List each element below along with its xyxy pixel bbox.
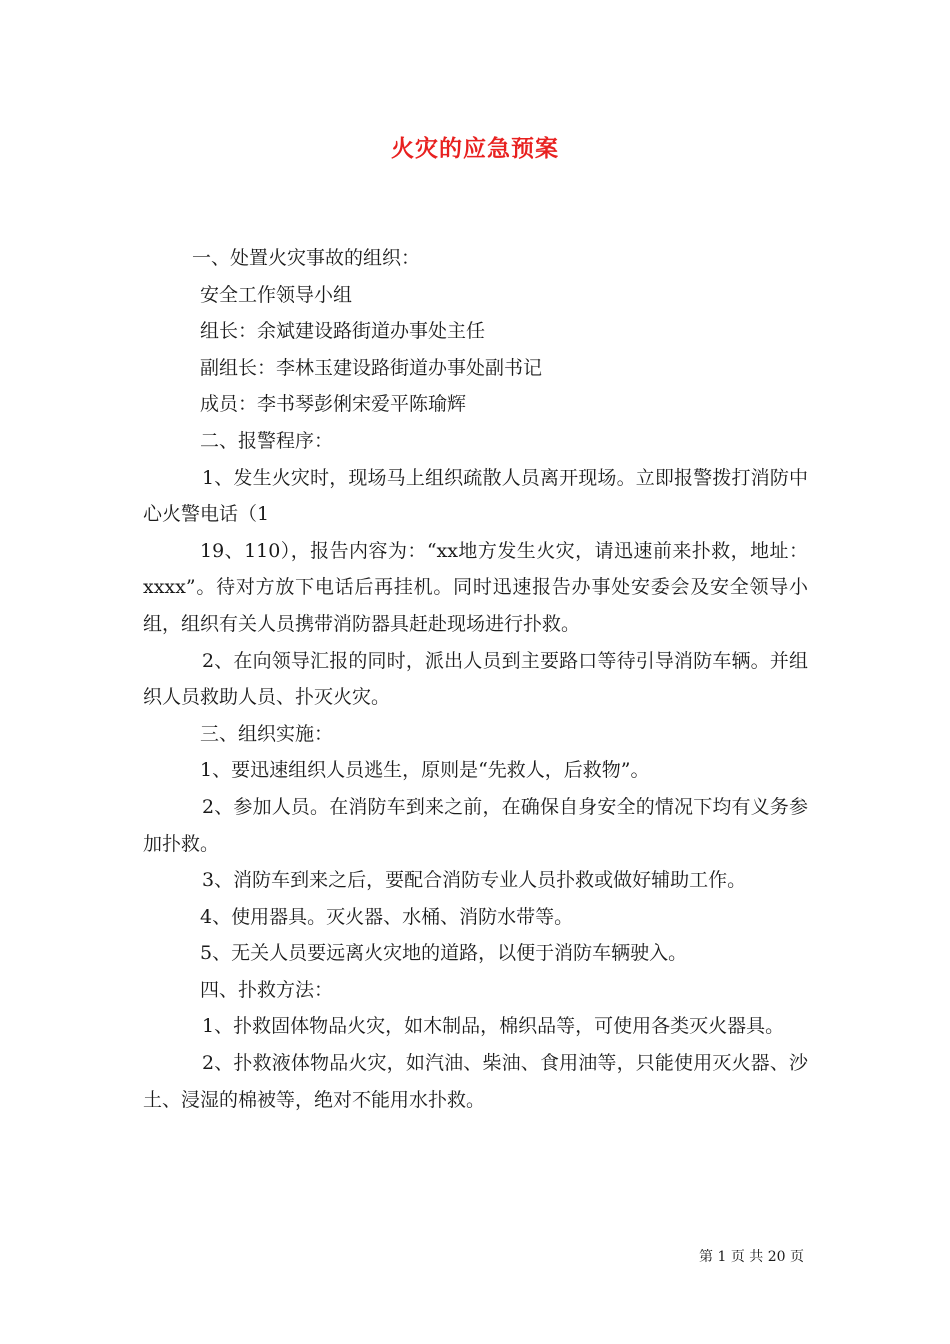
paragraph: 2、在向领导汇报的同时，派出人员到主要路口等待引导消防车辆。并组织人员救助人员、扑灭火灾。 xyxy=(143,649,808,709)
paragraph: 四、扑救方法： xyxy=(200,978,334,1001)
paragraph: 二、报警程序： xyxy=(200,429,334,452)
paragraph: 安全工作领导小组 xyxy=(200,283,353,306)
paragraph: 4、使用器具。灭火器、水桶、消防水带等。 xyxy=(200,905,574,928)
paragraph: 副组长：李林玉建设路街道办事处副书记 xyxy=(200,356,543,379)
paragraph: 一、处置火灾事故的组织： xyxy=(192,247,421,269)
document-body xyxy=(143,240,808,1118)
paragraph: 2、扑救液体物品火灾，如汽油、柴油、食用油等，只能使用灭火器、沙土、浸湿的棉被等，绝对不能用水扑救。 xyxy=(143,1052,808,1111)
paragraph: 三、组织实施： xyxy=(200,722,334,745)
paragraph: 5、无关人员要远离火灾地的道路，以便于消防车辆驶入。 xyxy=(200,942,688,965)
document-title: 火灾的应急预案 xyxy=(391,135,559,162)
paragraph: 19、110），报告内容为：“xx地方发生火灾，请迅速前来扑救，地址：xxxx”。待对方放下电话后再挂机。同时迅速报告办事处安委会及安全领导小组，组织有关人员携带消防器具赶赴现场进行扑救。 xyxy=(143,539,808,635)
paragraph: 1、扑救固体物品火灾，如木制品，棉织品等，可使用各类灭火器具。 xyxy=(202,1015,785,1038)
page-footer: 第 1 页 共 20 页 xyxy=(699,1249,804,1265)
paragraph: 成员：李书琴彭俐宋爱平陈瑜辉 xyxy=(200,393,467,416)
paragraph: 组长：余斌建设路街道办事处主任 xyxy=(200,320,486,343)
paragraph: 1、要迅速组织人员逃生，原则是“先救人，后救物”。 xyxy=(200,759,650,782)
paragraph: 2、参加人员。在消防车到来之前，在确保自身安全的情况下均有义务参加扑救。 xyxy=(143,795,808,855)
paragraph: 1、发生火灾时，现场马上组织疏散人员离开现场。立即报警拨打消防中心火警电话（1 xyxy=(143,466,808,526)
paragraph: 3、消防车到来之后，要配合消防专业人员扑救或做好辅助工作。 xyxy=(202,869,747,892)
